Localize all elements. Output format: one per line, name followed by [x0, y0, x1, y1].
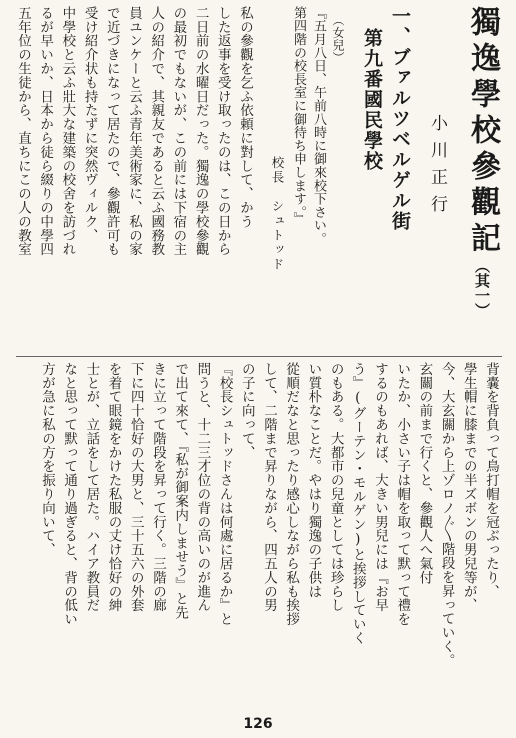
body-line: 下に四十恰好の大男と、三十五六の外套	[127, 362, 144, 613]
author-name: 小川正行	[427, 114, 447, 222]
body-line: 玄關の前まで行くと、參觀人へ氣付	[416, 362, 433, 585]
body-line: なと思って默って通り過ぎると、背の低い	[61, 362, 78, 627]
body-line: 二日前の水曜日だった。獨逸の學校參觀	[192, 6, 209, 257]
body-line: 『校長シュトッドさんは何處に居るか』と	[216, 362, 233, 627]
body-line: い質朴なことだ。やはり獨逸の子供は	[305, 362, 322, 599]
body-line: 五年位の生徒から、直ちにこの人の教室	[14, 6, 31, 257]
body-line: るが早いか、日本から徒ら綴りの中學四	[37, 6, 54, 257]
body-line: するのもあれば、大きい男兒には『お早	[371, 362, 388, 613]
body-line: 方が急に私の方を振り向いて、	[38, 362, 55, 557]
body-line: 學生帽に膝までの半ズボンの男兒等が、	[460, 362, 477, 613]
body-line: で出て來て、『私が御案内しませう』と先	[172, 362, 189, 620]
invitation-quote-line: 『五月八日、午前八時に御來校下さい。	[311, 6, 326, 246]
body-line: 背嚢を背負って鳥打帽を冠ぶったり、	[483, 362, 499, 599]
body-line: 私の參觀を乞ふ依頼に對して、かう	[237, 6, 253, 229]
body-line: きに立って階段を昇って行く。三階の廊	[149, 362, 166, 613]
body-line: 員ユンケーと云ふ青年美術家に、私の家	[125, 6, 142, 257]
body-line: の子に向って、	[238, 362, 255, 460]
body-line: した返事を受け取ったのは、この日から	[214, 6, 231, 257]
article-part: （其一）	[473, 258, 491, 318]
body-line: 人の紹介で、其親友であると云ふ國務教	[148, 6, 165, 257]
body-line: 受け紹介状も持たずに突然ヴィルク、	[81, 6, 98, 243]
body-line: 今、大玄關から上ゾロノ〴〵階段を昇っていく。	[438, 362, 455, 668]
body-line: の最初でもないが、この前には下宿の主	[170, 6, 187, 257]
section-heading: 一、ブァルツベルゲル街	[389, 6, 411, 232]
body-line: いたか、小さい子は帽を取って默って禮を	[394, 362, 411, 627]
school-name: 第九番國民學校	[361, 28, 383, 172]
article-title: 獨逸學校參觀記（其一）	[465, 6, 500, 318]
body-line: を着て眼鏡をかけた私服の丈け恰好の紳	[105, 362, 122, 613]
invitation-quote-line: 第四階の校長室に御待ち申します。』	[291, 6, 306, 226]
body-line: で近づきになって居たので、參觀許可も	[103, 6, 120, 257]
body-line: 問うと、十二三才位の背の高いのが進ん	[194, 362, 211, 613]
school-note: （女兒）	[331, 14, 345, 64]
body-line: う』(グーテン・モルゲン)と挨拶していく	[349, 362, 366, 645]
body-line: 從順だなと思ったり感心しながら私も挨拶	[283, 362, 300, 627]
principal-signature: 校長 シュトッド	[270, 156, 285, 272]
column-divider	[16, 356, 502, 357]
body-line: して、二階まで昇りながら、四五人の男	[260, 362, 277, 613]
top-half	[14, 6, 502, 352]
body-line: のもある。大都市の兒童としては珍らし	[327, 362, 344, 613]
body-line: 士とが、立話をして居た。ハイア教員だ	[83, 362, 100, 613]
body-line: 中學校と云ふ壯大な建築の校舍を訪づれ	[59, 6, 76, 257]
bottom-half	[18, 362, 502, 714]
page-number: 126	[243, 716, 273, 732]
